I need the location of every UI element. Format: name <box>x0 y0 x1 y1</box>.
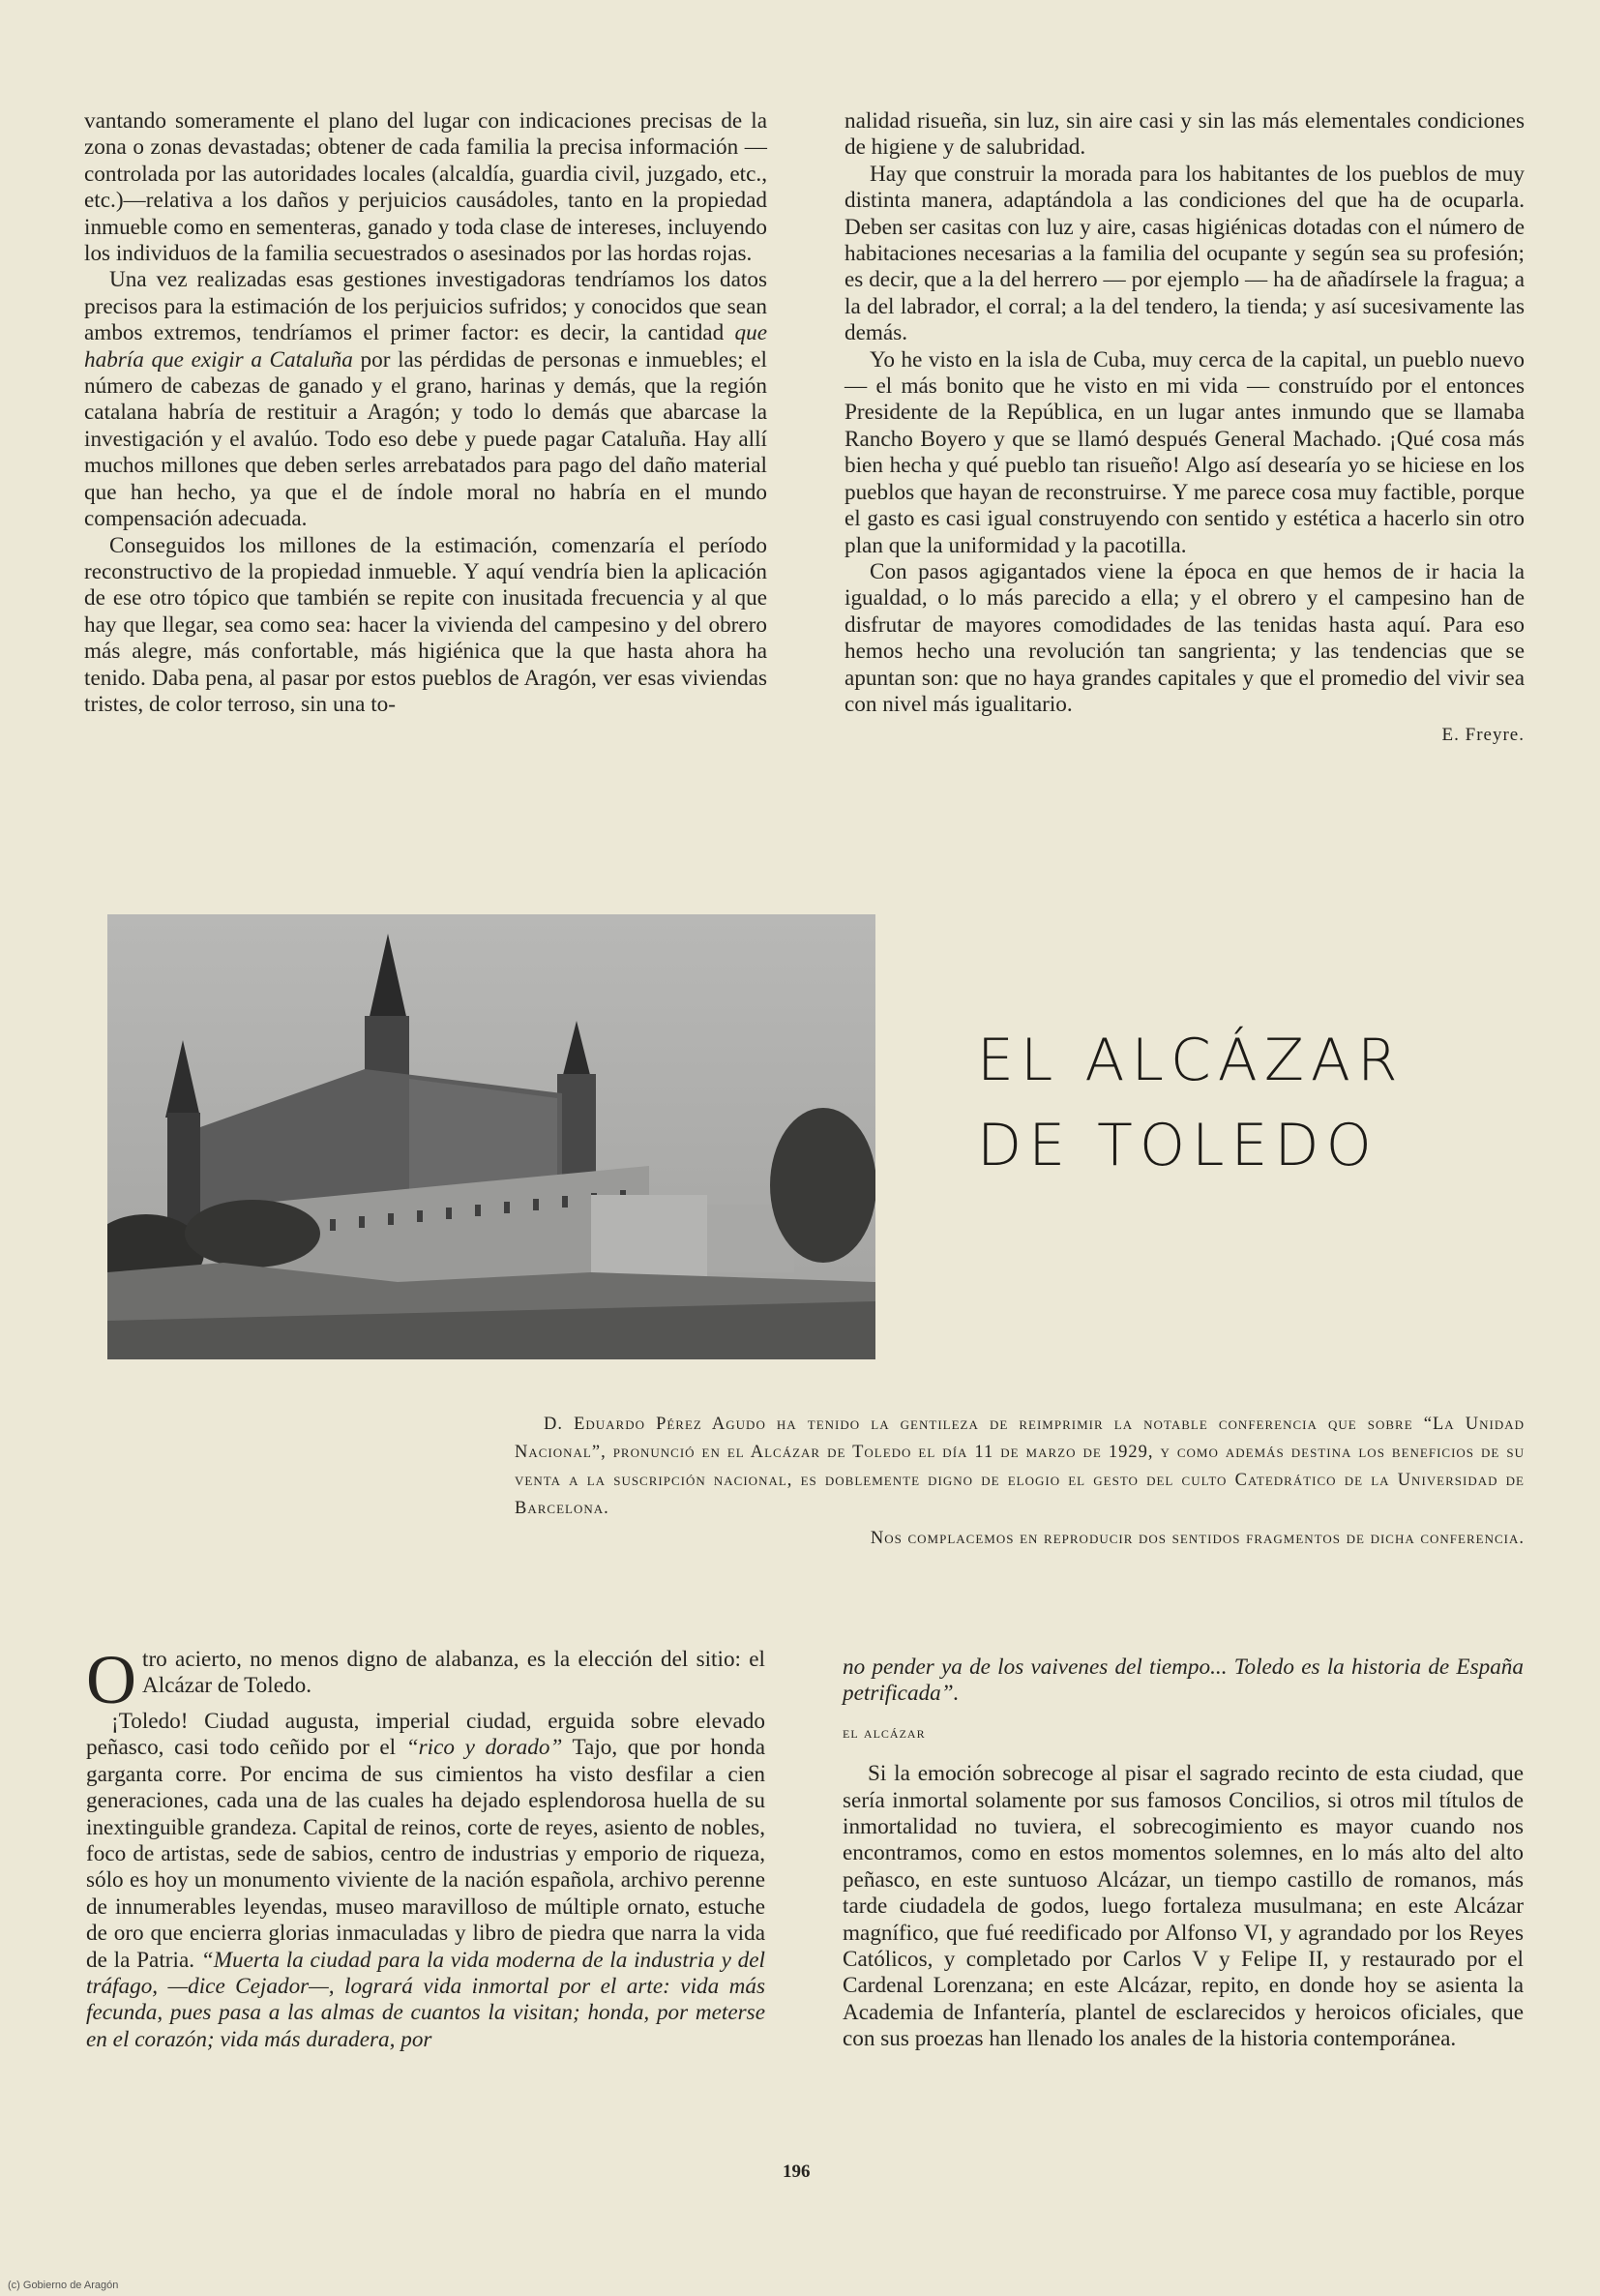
paragraph: vantando someramente el plano del lugar con indicaciones precisas de la zona o zonas devastadas; obtener de cada familia la precisa información — controlada por las autoridades locales (alcaldía, guardia civil, juzgado, etc., etc.)—relativa a los daños y perjuicios causádoles, tanto en la propiedad inmueble como en sementeras, ganado y toda clase de intereses, incluyendo los individuos de la familia secuestrados o asesinados por las hordas rojas. <box>84 108 767 267</box>
column-top-left <box>84 108 767 718</box>
title-line: EL ALCÁZAR <box>977 1027 1405 1094</box>
intro-note <box>515 1411 1525 1553</box>
paragraph: ¡Toledo! Ciudad augusta, imperial ciudad, erguida sobre elevado peñasco, casi todo ceñido por el “rico y dorado” Tajo, que por honda garganta corre. Por encima de sus cimientos ha visto desfilar a cien generaciones, cada una de las cuales ha dejado esplendorosa huella de su inextinguible grandeza. Capital de reinos, corte de reyes, asiento de nobles, foco de artistas, sede de sabios, centro de industrias y emporio de riqueza, sólo es hoy un monumento viviente de la nación española, archivo perenne de innumerables leyendas, museo maravilloso de múltiple ornato, estuche de oro que encierra glorias inmaculadas y libro de piedra que narra la vida de la Patria. “Muerta la ciudad para la vida moderna de la industria y del tráfago, —dice Cejador—, logrará vida inmortal por el arte: vida más fecunda, pues pasa a las almas de cuantos la visitan; honda, por meterse en el corazón; vida más duradera, por <box>86 1709 765 2052</box>
italic-phrase: que habría que exigir a Cataluña <box>84 320 768 373</box>
alcazar-photo <box>107 914 875 1359</box>
paragraph: Con pasos agigantados viene la época en que hemos de ir hacia la igualdad, o lo más parecido a ella; y el obrero y el campesino han de disfrutar de mayores comodidades de las tenidas hasta aquí. Para eso hemos hecho una revolución tan sangrienta; y las tendencias que se apuntan son: que no haya grandes capitales y que el promedio del vivir sea con nivel más igualitario. <box>844 558 1525 717</box>
paragraph: Una vez realizadas esas gestiones investigadoras tendríamos los datos precisos para la estimación de los perjuicios sufridos; y conocidos que sean ambos extremos, tendríamos el primer factor: es decir, la cantidad que habría que exigir a Cataluña por las pérdidas de personas e inmuebles; el número de cabezas de ganado y el grano, harinas y demás, que la región catalana habría de restituir a Aragón; y todo lo demás que abarcase la investigación y el avalúo. Todo eso debe y puede pagar Cataluña. Hay allí muchos millones que deben serles arrebatados para pago del daño material que han hecho, ya que el de índole moral no habría en el mundo compensación adecuada. <box>84 267 768 532</box>
paragraph: nalidad risueña, sin luz, sin aire casi y sin las más elementales condiciones de higiene y de salubridad. <box>844 108 1525 161</box>
drop-cap: O <box>86 1641 136 1718</box>
intro-text: D. Eduardo Pérez Agudo ha tenido la gentileza de reimprimir la notable conferencia que sobre “La Unidad Nacional”, pronunció en el Alcázar de Toledo el día 11 de marzo de 1929, y como además destina los beneficios de su venta a la suscripción nacional, es doblemente digno de elogio el gesto del culto Catedrático de la Universidad de Barcelona. <box>515 1415 1525 1518</box>
page-number: 196 <box>783 2162 811 2182</box>
title-line: DE TOLEDO <box>977 1112 1378 1179</box>
column-bottom-left <box>86 1641 765 2053</box>
signature: E. Freyre. <box>1441 725 1525 746</box>
paragraph: Hay que construir la morada para los habitantes de los pueblos de muy distinta manera, adaptándola a las condiciones del que ha de ocuparla. Deben ser casitas con luz y aire, casas higiénicas dotadas con el número de habitaciones necesarias a la familia del ocupante y según sea su profesión; es decir, que a la del herrero — por ejemplo — ha de añadírsele la fragua; a la del labrador, el corral; a la del tendero, la tienda; y así sucesivamente las demás. <box>844 161 1525 346</box>
copyright-credit: (c) Gobierno de Aragón <box>8 2280 119 2291</box>
column-top-right <box>844 108 1525 749</box>
paragraph: Si la emoción sobrecoge al pisar el sagrado recinto de esta ciudad, que sería inmortal solamente por sus famosos Concilios, si otros mil títulos de inmortalidad no tuviera, el sobrecogimiento es mayor cuando nos encontramos, como en estos momentos solemnes, en lo más alto del alto peñasco, en este suntuoso Alcázar, un tiempo castillo de romanos, más tarde ciudadela de godos, luego fortaleza musulmana; en este Alcázar magnífico, que fué reedificado por Alfonso VI, y agrandado por los Reyes Católicos, y completado por Carlos V y Felipe II, y restaurado por el Cardenal Lorenzana; en este Alcázar, repito, en donde hoy se asienta la Academia de Infantería, plantel de esclarecidos y heroicos oficiales, que con sus proezas han llenado los anales de la historia contemporánea. <box>843 1761 1524 2052</box>
quote-continuation: no pender ya de los vaivenes del tiempo... Toledo es la historia de España petrificada”. <box>843 1655 1524 1707</box>
intro-text-2: Nos complacemos en reproducir dos sentidos fragmentos de dicha conferencia. <box>870 1529 1525 1548</box>
paragraph: Yo he visto en la isla de Cuba, muy cerca de la capital, un pueblo nuevo — el más bonito que he visto en mi vida — construído por el entonces Presidente de la República, en un lugar antes inmundo que se llamaba Rancho Boyero y que se llamó después General Machado. ¡Qué cosa más bien hecha y qué pueblo tan risueño! Algo así desearía yo se hiciese en los pueblos que hayan de reconstruirse. Y me parece cosa muy factible, porque el gasto es casi igual construyendo con sentido y estética a hacerlo sin otro plan que la uniformidad y la pacotilla. <box>844 346 1525 558</box>
paragraph: Otro acierto, no menos digno de alabanza, es la elección del sitio: el Alcázar de Toledo. <box>86 1641 765 1718</box>
paragraph: Conseguidos los millones de la estimación, comenzaría el período reconstructivo de la propiedad inmueble. Y aquí vendría bien la aplicación de ese otro tópico que también se repite con inusitada frecuencia y al que hay que llegar, sea como sea: hacer la vivienda del campesino y del obrero más alegre, más confortable, más higiénica que la que hasta ahora ha tenido. Daba pena, al pasar por estos pueblos de Aragón, ver esas viviendas tristes, de color terroso, sin una to- <box>84 532 767 717</box>
article-title <box>977 1018 1405 1188</box>
column-bottom-right <box>843 1655 1524 2053</box>
section-subheading: el alcázar <box>843 1722 926 1742</box>
